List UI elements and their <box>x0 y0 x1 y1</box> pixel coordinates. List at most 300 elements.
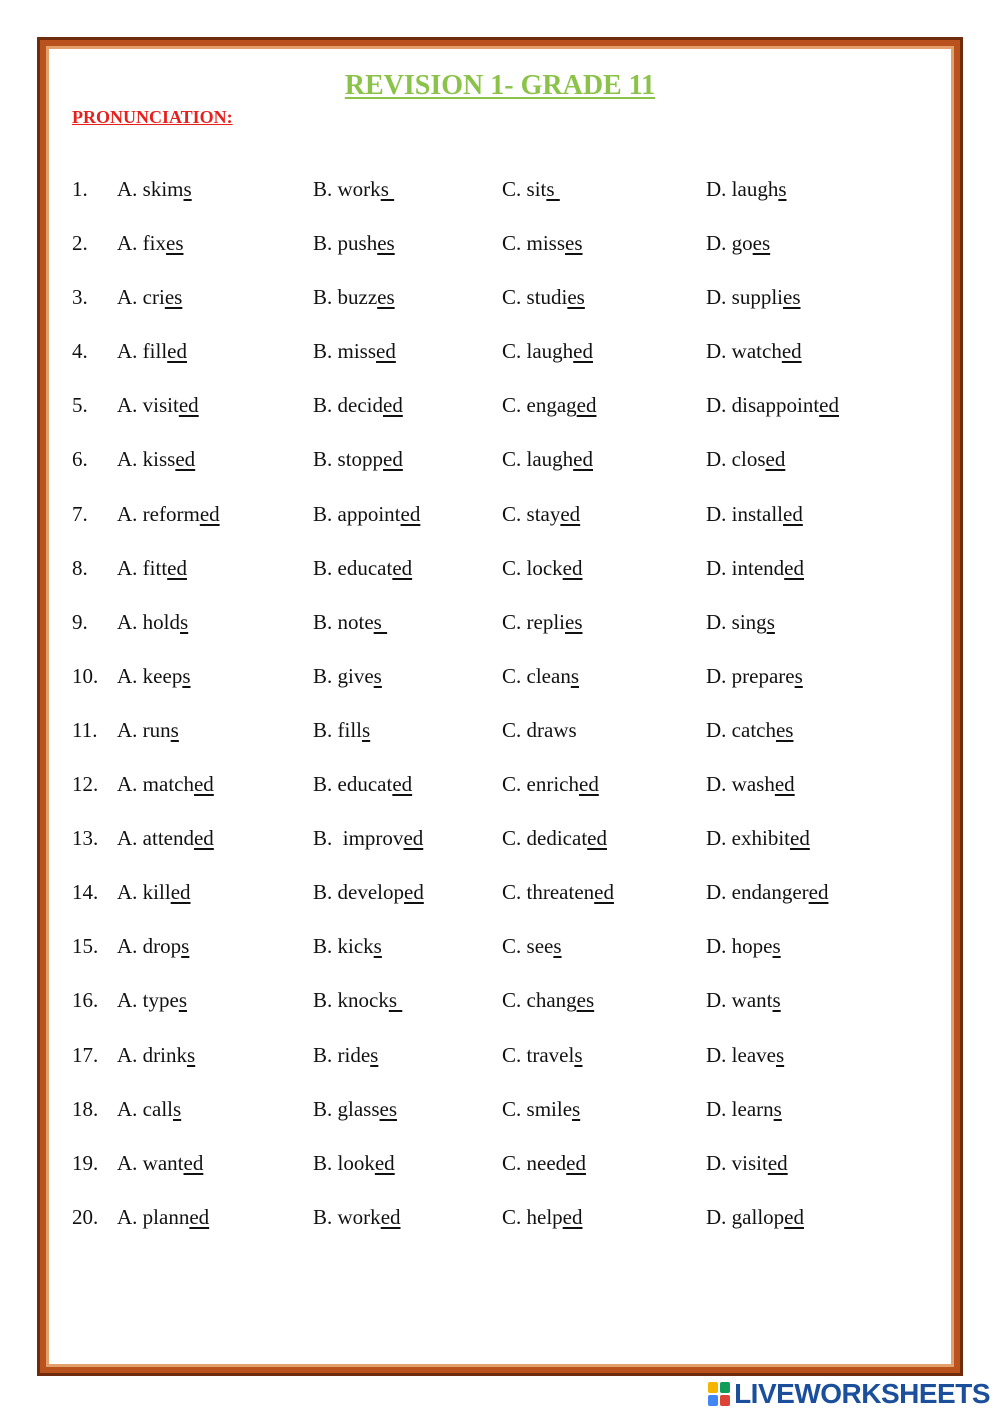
word-stem: threaten <box>526 880 595 905</box>
word-stem: endanger <box>731 880 809 905</box>
word-stem: chang <box>526 988 577 1013</box>
question-number: 10. <box>72 663 99 688</box>
liveworksheets-logo-icon <box>708 1382 730 1406</box>
answer-option[interactable] <box>117 1200 209 1234</box>
underlined-ending: ed <box>781 339 802 364</box>
underlined-ending: ed <box>579 772 599 797</box>
answer-option[interactable] <box>313 821 423 855</box>
word-stem: ride <box>337 1042 371 1067</box>
answer-option[interactable] <box>313 1200 401 1234</box>
option-letter: B. <box>313 1042 333 1067</box>
word-stem: clos <box>731 447 766 472</box>
option-letter: B. <box>313 339 333 364</box>
answer-option[interactable] <box>502 929 562 963</box>
question-row <box>72 280 932 334</box>
answer-option[interactable] <box>117 334 187 368</box>
option-letter: A. <box>117 1042 138 1067</box>
underlined-ending: ed <box>400 501 421 526</box>
word-stem: laugh <box>731 177 779 201</box>
word-stem: push <box>337 231 378 256</box>
option-letter: B. <box>313 880 333 905</box>
option-letter: A. <box>117 231 138 256</box>
section-heading: PRONUNCIATION: <box>72 107 233 127</box>
word-stem: catch <box>731 717 776 742</box>
answer-option[interactable] <box>502 1200 583 1234</box>
option-letter: C. <box>502 1150 522 1175</box>
option-letter: C. <box>502 231 522 256</box>
answer-option[interactable] <box>706 334 802 368</box>
answer-option[interactable] <box>706 1092 782 1126</box>
option-letter: B. <box>313 988 333 1013</box>
option-letter: A. <box>117 1204 138 1229</box>
answer-option[interactable] <box>117 497 220 531</box>
underlined-ending: ed <box>774 772 795 797</box>
word-stem: develop <box>337 880 404 905</box>
question-row <box>72 929 932 983</box>
word-stem: lock <box>526 555 563 580</box>
answer-option[interactable] <box>706 1146 788 1180</box>
word-stem: miss <box>337 339 377 364</box>
answer-option[interactable] <box>117 821 214 855</box>
question-row <box>72 497 932 551</box>
underlined-ending: ed <box>560 501 581 526</box>
word-stem: watch <box>731 339 782 364</box>
option-letter: A. <box>117 609 138 634</box>
word-stem: see <box>526 934 554 959</box>
answer-option[interactable] <box>502 1092 580 1126</box>
answer-option[interactable] <box>313 226 395 260</box>
option-letter: B. <box>313 501 333 526</box>
word-stem: need <box>526 1150 567 1175</box>
word-stem: laugh <box>526 447 574 472</box>
underlined-ending: ed <box>167 339 187 364</box>
underlined-ending: ed <box>383 447 403 472</box>
answer-option[interactable] <box>502 388 597 422</box>
option-letter: D. <box>706 501 727 526</box>
word-stem: smile <box>526 1096 573 1121</box>
answer-option[interactable] <box>313 929 382 963</box>
underlined-ending: s <box>794 663 803 688</box>
underlined-ending: es <box>565 609 583 634</box>
answer-option[interactable] <box>706 388 839 422</box>
underlined-ending: ed <box>573 339 593 364</box>
underlined-ending: es <box>565 231 583 256</box>
option-letter: C. <box>502 609 522 634</box>
question-row <box>72 983 932 1037</box>
underlined-ending: s <box>773 1096 782 1121</box>
option-letter: B. <box>313 609 333 634</box>
question-row <box>72 1092 932 1146</box>
word-stem: hold <box>142 609 181 634</box>
question-row <box>72 1200 932 1254</box>
option-letter: B. <box>313 826 338 851</box>
underlined-ending: s <box>373 934 382 959</box>
word-stem: engag <box>526 393 577 418</box>
option-letter: B. <box>313 717 333 742</box>
underlined-ending: ed <box>784 555 804 580</box>
word-stem: prepare <box>731 663 795 688</box>
answer-option[interactable] <box>117 172 192 206</box>
option-letter: C. <box>502 285 522 310</box>
answer-option[interactable] <box>706 1038 784 1072</box>
question-row <box>72 442 932 496</box>
option-letter: C. <box>502 1042 522 1067</box>
word-stem: note <box>337 609 374 634</box>
underlined-ending: es <box>379 1096 398 1121</box>
word-stem: wash <box>731 772 775 797</box>
word-stem: plann <box>142 1204 190 1229</box>
option-letter: B. <box>313 231 333 256</box>
underlined-ending: es <box>164 285 183 310</box>
underlined-ending: s <box>362 717 371 742</box>
option-letter: B. <box>313 393 333 418</box>
answer-option[interactable] <box>313 1038 378 1072</box>
answer-option[interactable] <box>706 875 828 909</box>
underlined-ending: s <box>182 663 191 688</box>
underlined-ending: es <box>775 717 794 742</box>
word-stem: fill <box>142 339 168 364</box>
option-letter: A. <box>117 772 138 797</box>
option-letter: D. <box>706 1150 727 1175</box>
word-stem: disappoint <box>731 393 820 418</box>
answer-option[interactable] <box>502 983 594 1017</box>
answer-option[interactable] <box>313 442 403 476</box>
underlined-ending: s <box>778 177 787 201</box>
answer-option[interactable] <box>313 983 402 1017</box>
answer-option[interactable] <box>706 821 810 855</box>
question-row <box>72 172 932 226</box>
underlined-ending: ed <box>790 826 810 851</box>
option-letter: A. <box>117 988 138 1013</box>
word-stem: fill <box>337 717 363 742</box>
word-stem: learn <box>731 1096 774 1121</box>
answer-option[interactable] <box>313 767 412 801</box>
option-letter: B. <box>313 177 333 201</box>
question-number: 14. <box>72 880 99 905</box>
answer-option[interactable] <box>706 442 785 476</box>
answer-option[interactable] <box>502 334 593 368</box>
underlined-ending: es <box>576 988 595 1013</box>
word-stem: drop <box>142 934 182 959</box>
underlined-ending: ed <box>562 1204 583 1229</box>
answer-option[interactable] <box>502 875 614 909</box>
answer-option[interactable] <box>502 1146 586 1180</box>
word-stem: glass <box>337 1096 380 1121</box>
underlined-ending: s <box>187 1042 196 1067</box>
answer-option[interactable] <box>706 280 801 314</box>
question-row <box>72 226 932 280</box>
question-number: 1. <box>72 177 88 201</box>
option-letter: A. <box>117 934 138 959</box>
underlined-ending: ed <box>170 880 191 905</box>
question-number: 4. <box>72 339 88 364</box>
answer-option[interactable] <box>706 767 795 801</box>
answer-option[interactable] <box>502 497 580 531</box>
word-stem: run <box>142 717 171 742</box>
word-stem: repli <box>526 609 565 634</box>
question-row <box>72 659 932 713</box>
underlined-ending: ed <box>178 393 199 418</box>
option-letter: C. <box>502 555 522 580</box>
answer-option[interactable] <box>313 334 396 368</box>
underlined-ending: s <box>170 717 179 742</box>
option-letter: B. <box>313 663 333 688</box>
answer-option[interactable] <box>502 226 583 260</box>
option-letter: C. <box>502 880 522 905</box>
page-title: REVISION 1- GRADE 11 <box>344 70 656 101</box>
underlined-ending: s <box>772 934 781 959</box>
word-stem: fix <box>142 231 166 256</box>
underlined-ending: ed <box>376 339 396 364</box>
underlined-ending: s <box>553 934 562 959</box>
answer-option[interactable] <box>313 605 387 639</box>
underlined-ending: ed <box>189 1204 210 1229</box>
answer-option[interactable] <box>313 551 412 585</box>
word-stem: install <box>731 501 784 526</box>
option-letter: D. <box>706 1096 727 1121</box>
answer-option[interactable] <box>117 1038 195 1072</box>
option-letter: D. <box>706 826 727 851</box>
question-number: 18. <box>72 1096 99 1121</box>
underlined-ending: es <box>377 285 395 310</box>
underlined-ending: ed <box>783 501 803 526</box>
option-letter: B. <box>313 447 333 472</box>
underlined-ending: ed <box>193 772 214 797</box>
question-number: 19. <box>72 1150 99 1175</box>
question-number: 7. <box>72 501 88 526</box>
word-stem: want <box>731 988 773 1013</box>
answer-option[interactable] <box>313 172 394 206</box>
answer-option[interactable] <box>502 280 585 314</box>
option-letter: C. <box>502 772 522 797</box>
underlined-ending: s <box>766 609 775 634</box>
question-number: 6. <box>72 447 88 472</box>
question-number: 16. <box>72 988 99 1013</box>
question-number: 11. <box>72 717 98 742</box>
word-stem: work <box>337 177 381 201</box>
answer-option[interactable] <box>313 280 395 314</box>
answer-option[interactable] <box>313 497 420 531</box>
question-row <box>72 605 932 659</box>
word-stem: educat <box>337 772 393 797</box>
answer-option[interactable] <box>313 1146 395 1180</box>
word-stem: type <box>142 988 179 1013</box>
option-letter: D. <box>706 339 727 364</box>
underlined-ending: ed <box>183 1150 204 1175</box>
underlined-ending: ed <box>594 880 614 905</box>
answer-option[interactable] <box>502 659 579 693</box>
question-number: 17. <box>72 1042 99 1067</box>
word-stem: attend <box>142 826 194 851</box>
option-letter: D. <box>706 934 727 959</box>
option-letter: C. <box>502 339 522 364</box>
underlined-ending: s <box>380 177 395 201</box>
answer-option[interactable] <box>502 442 593 476</box>
answer-option[interactable] <box>117 983 187 1017</box>
word-stem: stopp <box>337 447 384 472</box>
underlined-ending: ed <box>808 880 829 905</box>
underlined-ending: ed <box>765 447 786 472</box>
word-stem: kiss <box>142 447 176 472</box>
word-stem: intend <box>731 555 785 580</box>
option-letter: C. <box>502 988 522 1013</box>
answer-option[interactable] <box>706 172 787 206</box>
answer-option[interactable] <box>502 605 583 639</box>
word-stem: call <box>142 1096 173 1121</box>
question-number: 13. <box>72 826 99 851</box>
option-letter: A. <box>117 663 138 688</box>
option-letter: A. <box>117 501 138 526</box>
underlined-ending: s <box>570 663 579 688</box>
word-stem: sit <box>526 177 547 201</box>
word-stem: appoint <box>337 501 401 526</box>
word-stem: visit <box>142 393 179 418</box>
answer-option[interactable] <box>117 388 199 422</box>
answer-option[interactable] <box>706 1200 804 1234</box>
answer-option[interactable] <box>117 442 195 476</box>
answer-option[interactable] <box>706 983 781 1017</box>
underlined-ending: ed <box>380 1204 401 1229</box>
underlined-ending: ed <box>193 826 214 851</box>
underlined-ending: ed <box>576 393 597 418</box>
answer-option[interactable] <box>706 659 803 693</box>
word-stem: suppli <box>731 285 784 310</box>
option-letter: D. <box>706 177 727 201</box>
word-stem: stay <box>526 501 561 526</box>
answer-option[interactable] <box>313 388 403 422</box>
underlined-ending: ed <box>587 826 607 851</box>
question-number: 2. <box>72 231 88 256</box>
question-list <box>72 172 932 1254</box>
underlined-ending: s <box>172 1096 182 1121</box>
option-letter: D. <box>706 393 727 418</box>
answer-option[interactable] <box>502 821 607 855</box>
brand-logo[interactable] <box>708 1378 990 1410</box>
underlined-ending: ed <box>374 1150 395 1175</box>
answer-option[interactable] <box>117 767 214 801</box>
underlined-ending: es <box>783 285 801 310</box>
word-stem: draws <box>526 717 577 742</box>
answer-option[interactable] <box>117 605 188 639</box>
answer-option[interactable] <box>117 929 189 963</box>
option-letter: A. <box>117 285 138 310</box>
option-letter: D. <box>706 231 727 256</box>
underlined-ending: s <box>388 988 403 1013</box>
answer-option[interactable] <box>502 713 577 747</box>
underlined-ending: ed <box>199 501 220 526</box>
word-stem: reform <box>142 501 200 526</box>
answer-option[interactable] <box>117 1146 203 1180</box>
word-stem: improv <box>342 826 404 851</box>
word-stem: leave <box>731 1042 776 1067</box>
word-stem: go <box>731 231 753 256</box>
word-stem: educat <box>337 555 393 580</box>
option-letter: C. <box>502 663 522 688</box>
underlined-ending: s <box>572 1096 581 1121</box>
underlined-ending: s <box>775 1042 785 1067</box>
question-number: 20. <box>72 1204 99 1229</box>
answer-option[interactable] <box>706 226 770 260</box>
answer-option[interactable] <box>313 875 424 909</box>
answer-option[interactable] <box>502 172 560 206</box>
underlined-ending: ed <box>383 393 403 418</box>
answer-option[interactable] <box>117 713 179 747</box>
word-stem: laugh <box>526 339 574 364</box>
option-letter: B. <box>313 285 333 310</box>
option-letter: C. <box>502 447 522 472</box>
option-letter: A. <box>117 1096 138 1121</box>
question-row <box>72 713 932 767</box>
word-stem: decid <box>337 393 383 418</box>
underlined-ending: es <box>752 231 771 256</box>
answer-option[interactable] <box>313 1092 397 1126</box>
answer-option[interactable] <box>502 551 583 585</box>
word-stem: sing <box>731 609 767 634</box>
word-stem: want <box>142 1150 184 1175</box>
answer-option[interactable] <box>117 551 187 585</box>
option-letter: A. <box>117 177 138 201</box>
option-letter: D. <box>706 609 727 634</box>
answer-option[interactable] <box>706 497 803 531</box>
option-letter: D. <box>706 880 727 905</box>
question-number: 8. <box>72 555 88 580</box>
option-letter: C. <box>502 1096 522 1121</box>
word-stem: skim <box>142 177 184 201</box>
underlined-ending: es <box>567 285 585 310</box>
underlined-ending: ed <box>573 447 593 472</box>
answer-option[interactable] <box>706 713 793 747</box>
answer-option[interactable] <box>502 1038 583 1072</box>
answer-option[interactable] <box>117 659 191 693</box>
word-stem: miss <box>526 231 566 256</box>
answer-option[interactable] <box>706 605 775 639</box>
option-letter: D. <box>706 663 727 688</box>
question-number: 3. <box>72 285 88 310</box>
underlined-ending: ed <box>767 1150 788 1175</box>
option-letter: C. <box>502 826 522 851</box>
answer-option[interactable] <box>117 1092 181 1126</box>
word-stem: dedicat <box>526 826 588 851</box>
answer-option[interactable] <box>706 551 804 585</box>
word-stem: studi <box>526 285 568 310</box>
answer-option[interactable] <box>117 875 191 909</box>
underlined-ending: ed <box>175 447 196 472</box>
word-stem: knock <box>337 988 389 1013</box>
word-stem: clean <box>526 663 571 688</box>
underlined-ending: es <box>166 231 184 256</box>
word-stem: help <box>526 1204 563 1229</box>
underlined-ending: s <box>370 1042 379 1067</box>
underlined-ending: ed <box>562 555 583 580</box>
answer-option[interactable] <box>706 929 781 963</box>
option-letter: A. <box>117 339 138 364</box>
option-letter: D. <box>706 285 727 310</box>
answer-option[interactable] <box>313 713 370 747</box>
option-letter: A. <box>117 717 138 742</box>
question-row <box>72 875 932 929</box>
underlined-ending: ed <box>784 1204 804 1229</box>
word-stem: kill <box>142 880 171 905</box>
answer-option[interactable] <box>117 226 184 260</box>
option-letter: D. <box>706 1042 727 1067</box>
answer-option[interactable] <box>117 280 182 314</box>
option-letter: C. <box>502 934 522 959</box>
option-letter: A. <box>117 393 138 418</box>
answer-option[interactable] <box>313 659 382 693</box>
answer-option[interactable] <box>502 767 599 801</box>
option-letter: A. <box>117 826 138 851</box>
brand-name: LIVEWORKSHEETS <box>734 1378 990 1409</box>
